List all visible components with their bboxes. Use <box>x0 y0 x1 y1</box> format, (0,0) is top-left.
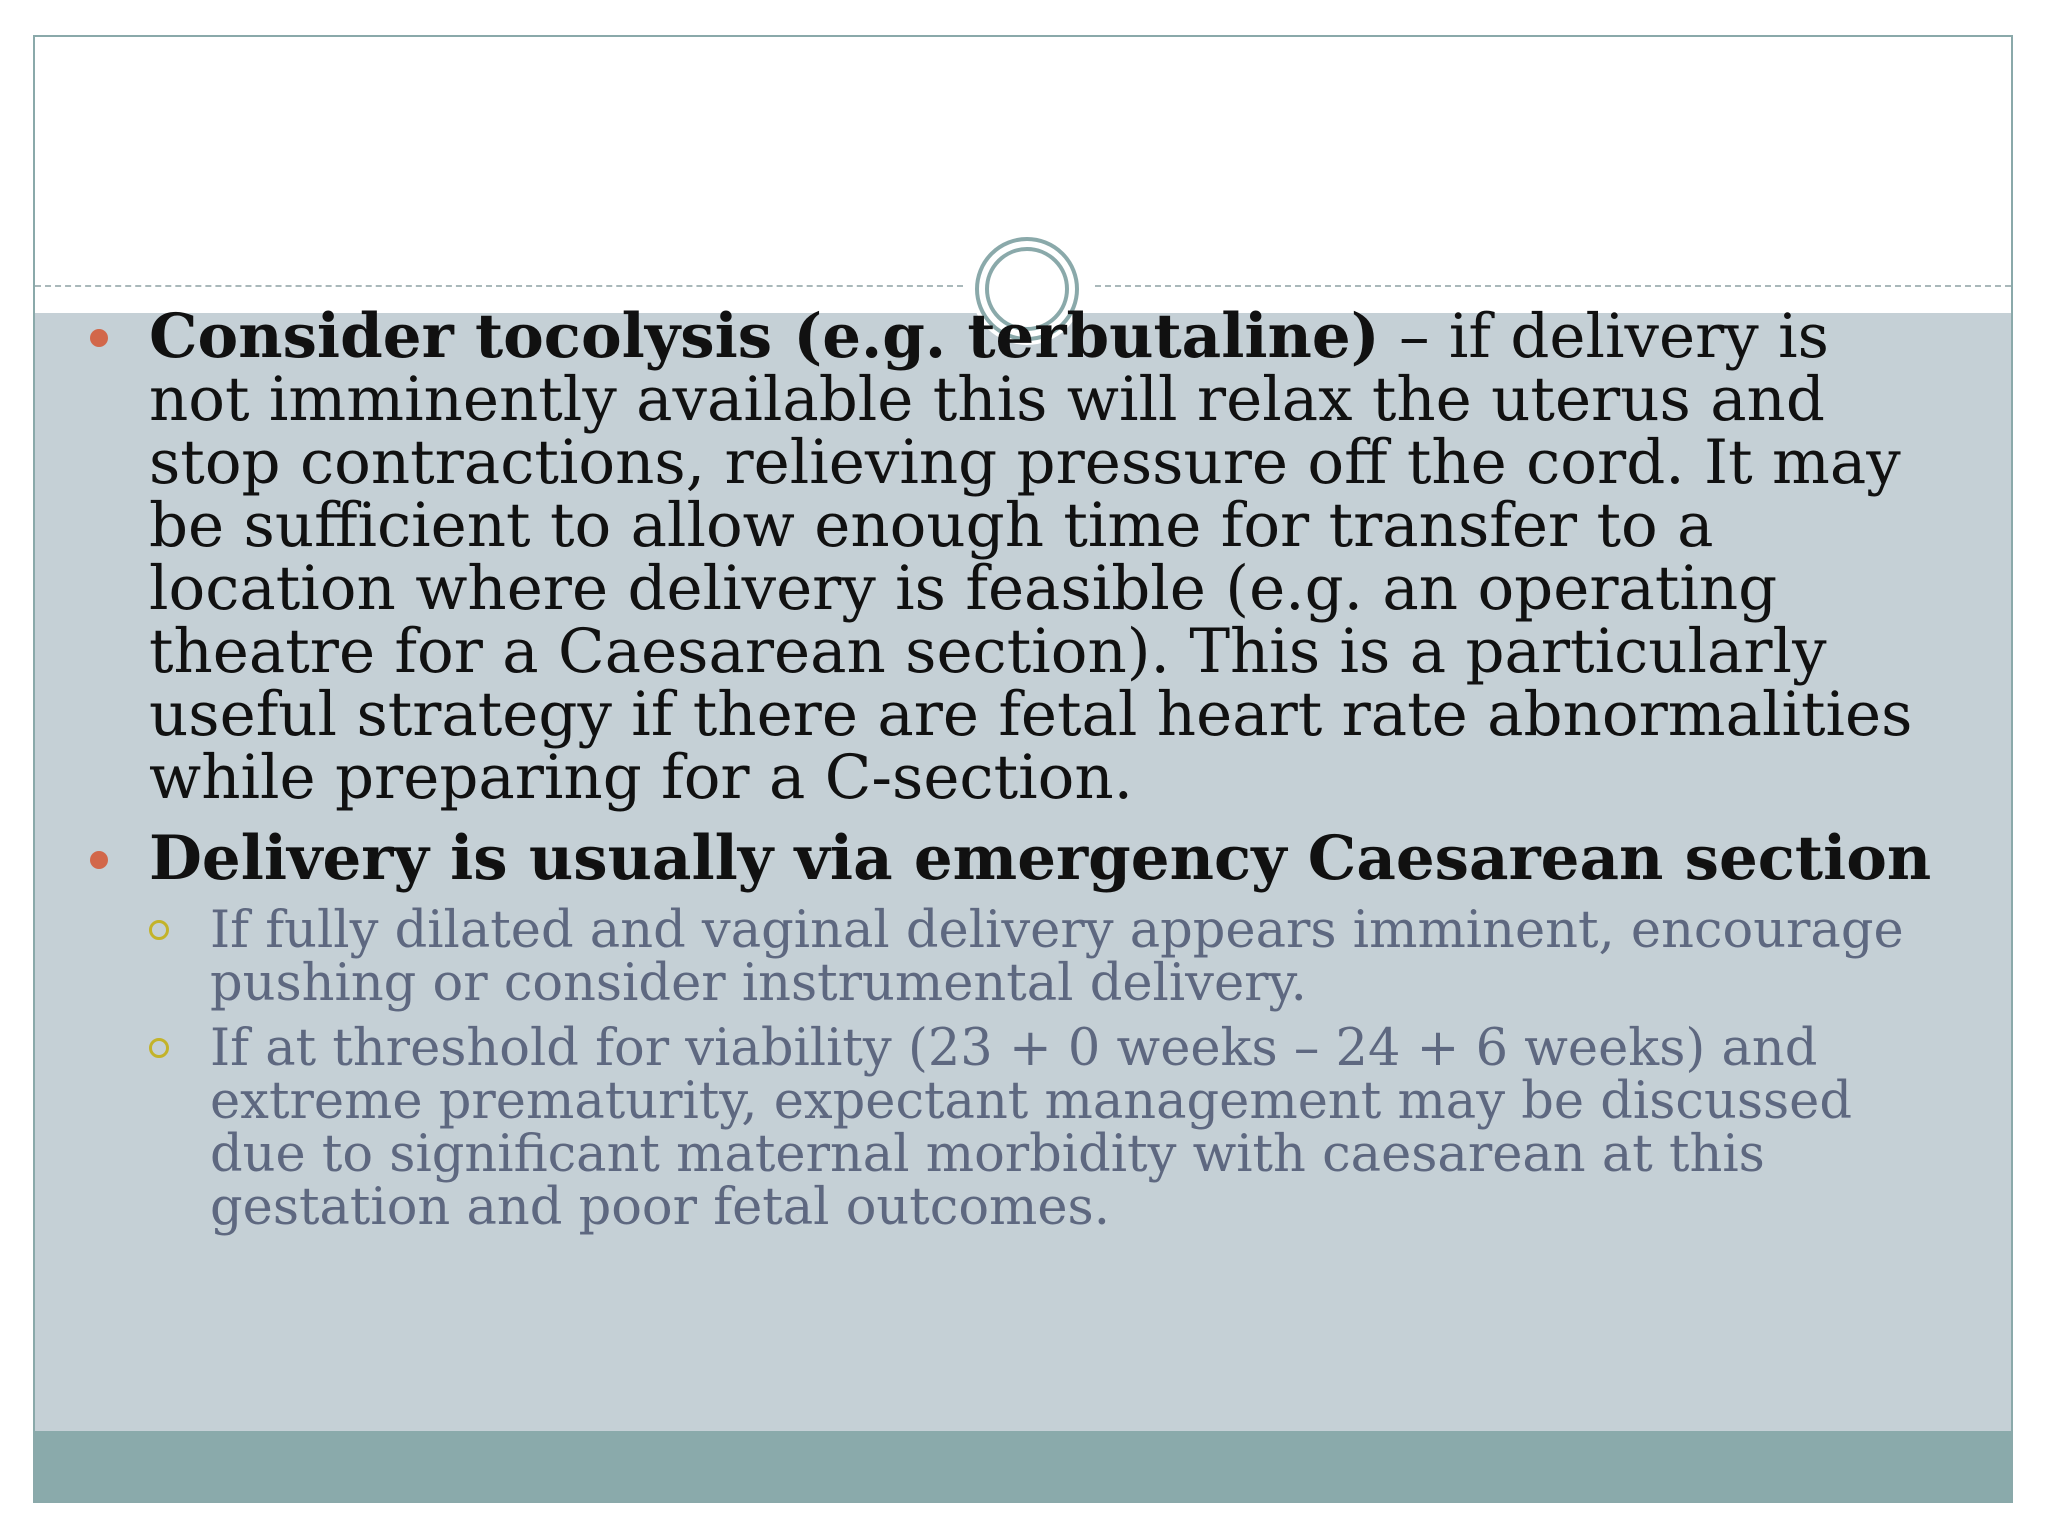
bullet-text: – if delivery is not imminently available this will relax the uterus and stop contractions, relieving pressure off the cord. It may be sufficient to allow enough time for transfer to a location where delivery is feasible (e.g. an operating theatre for a Caesarean section). This is a particularly useful strategy if there are fetal heart rate abnormalities while preparing for a C-section. <box>149 301 1913 813</box>
divider-line-right <box>1095 285 2011 287</box>
ring-bullet-icon <box>149 1038 169 1058</box>
sub-bullet-list <box>90 901 1940 1237</box>
sub-bullet-text: If at threshold for viability (23 + 0 weeks – 24 + 6 weeks) and extreme prematurity, expectant management may be discussed due to significant maternal morbidity with caesarean at this gestation and poor fetal outcomes. <box>210 1019 1852 1237</box>
sub-bullet-item <box>90 1019 1940 1237</box>
ring-bullet-icon <box>149 920 169 940</box>
divider-line-left <box>35 285 963 287</box>
sub-bullet-text: If fully dilated and vaginal delivery appears imminent, encourage pushing or consider instrumental delivery. <box>210 901 1904 1013</box>
bullet-lead: Consider tocolysis (e.g. terbutaline) <box>149 301 1380 372</box>
footer-bar <box>35 1431 2011 1503</box>
bullet-delivery <box>90 823 1940 894</box>
bullet-dot-icon <box>90 329 108 347</box>
bullet-dot-icon <box>90 851 108 869</box>
bullet-tocolysis <box>90 301 1940 813</box>
bullet-lead: Delivery is usually via emergency Caesarean section <box>149 823 1932 894</box>
sub-bullet-item <box>90 901 1940 1013</box>
slide-body <box>90 301 1940 1237</box>
